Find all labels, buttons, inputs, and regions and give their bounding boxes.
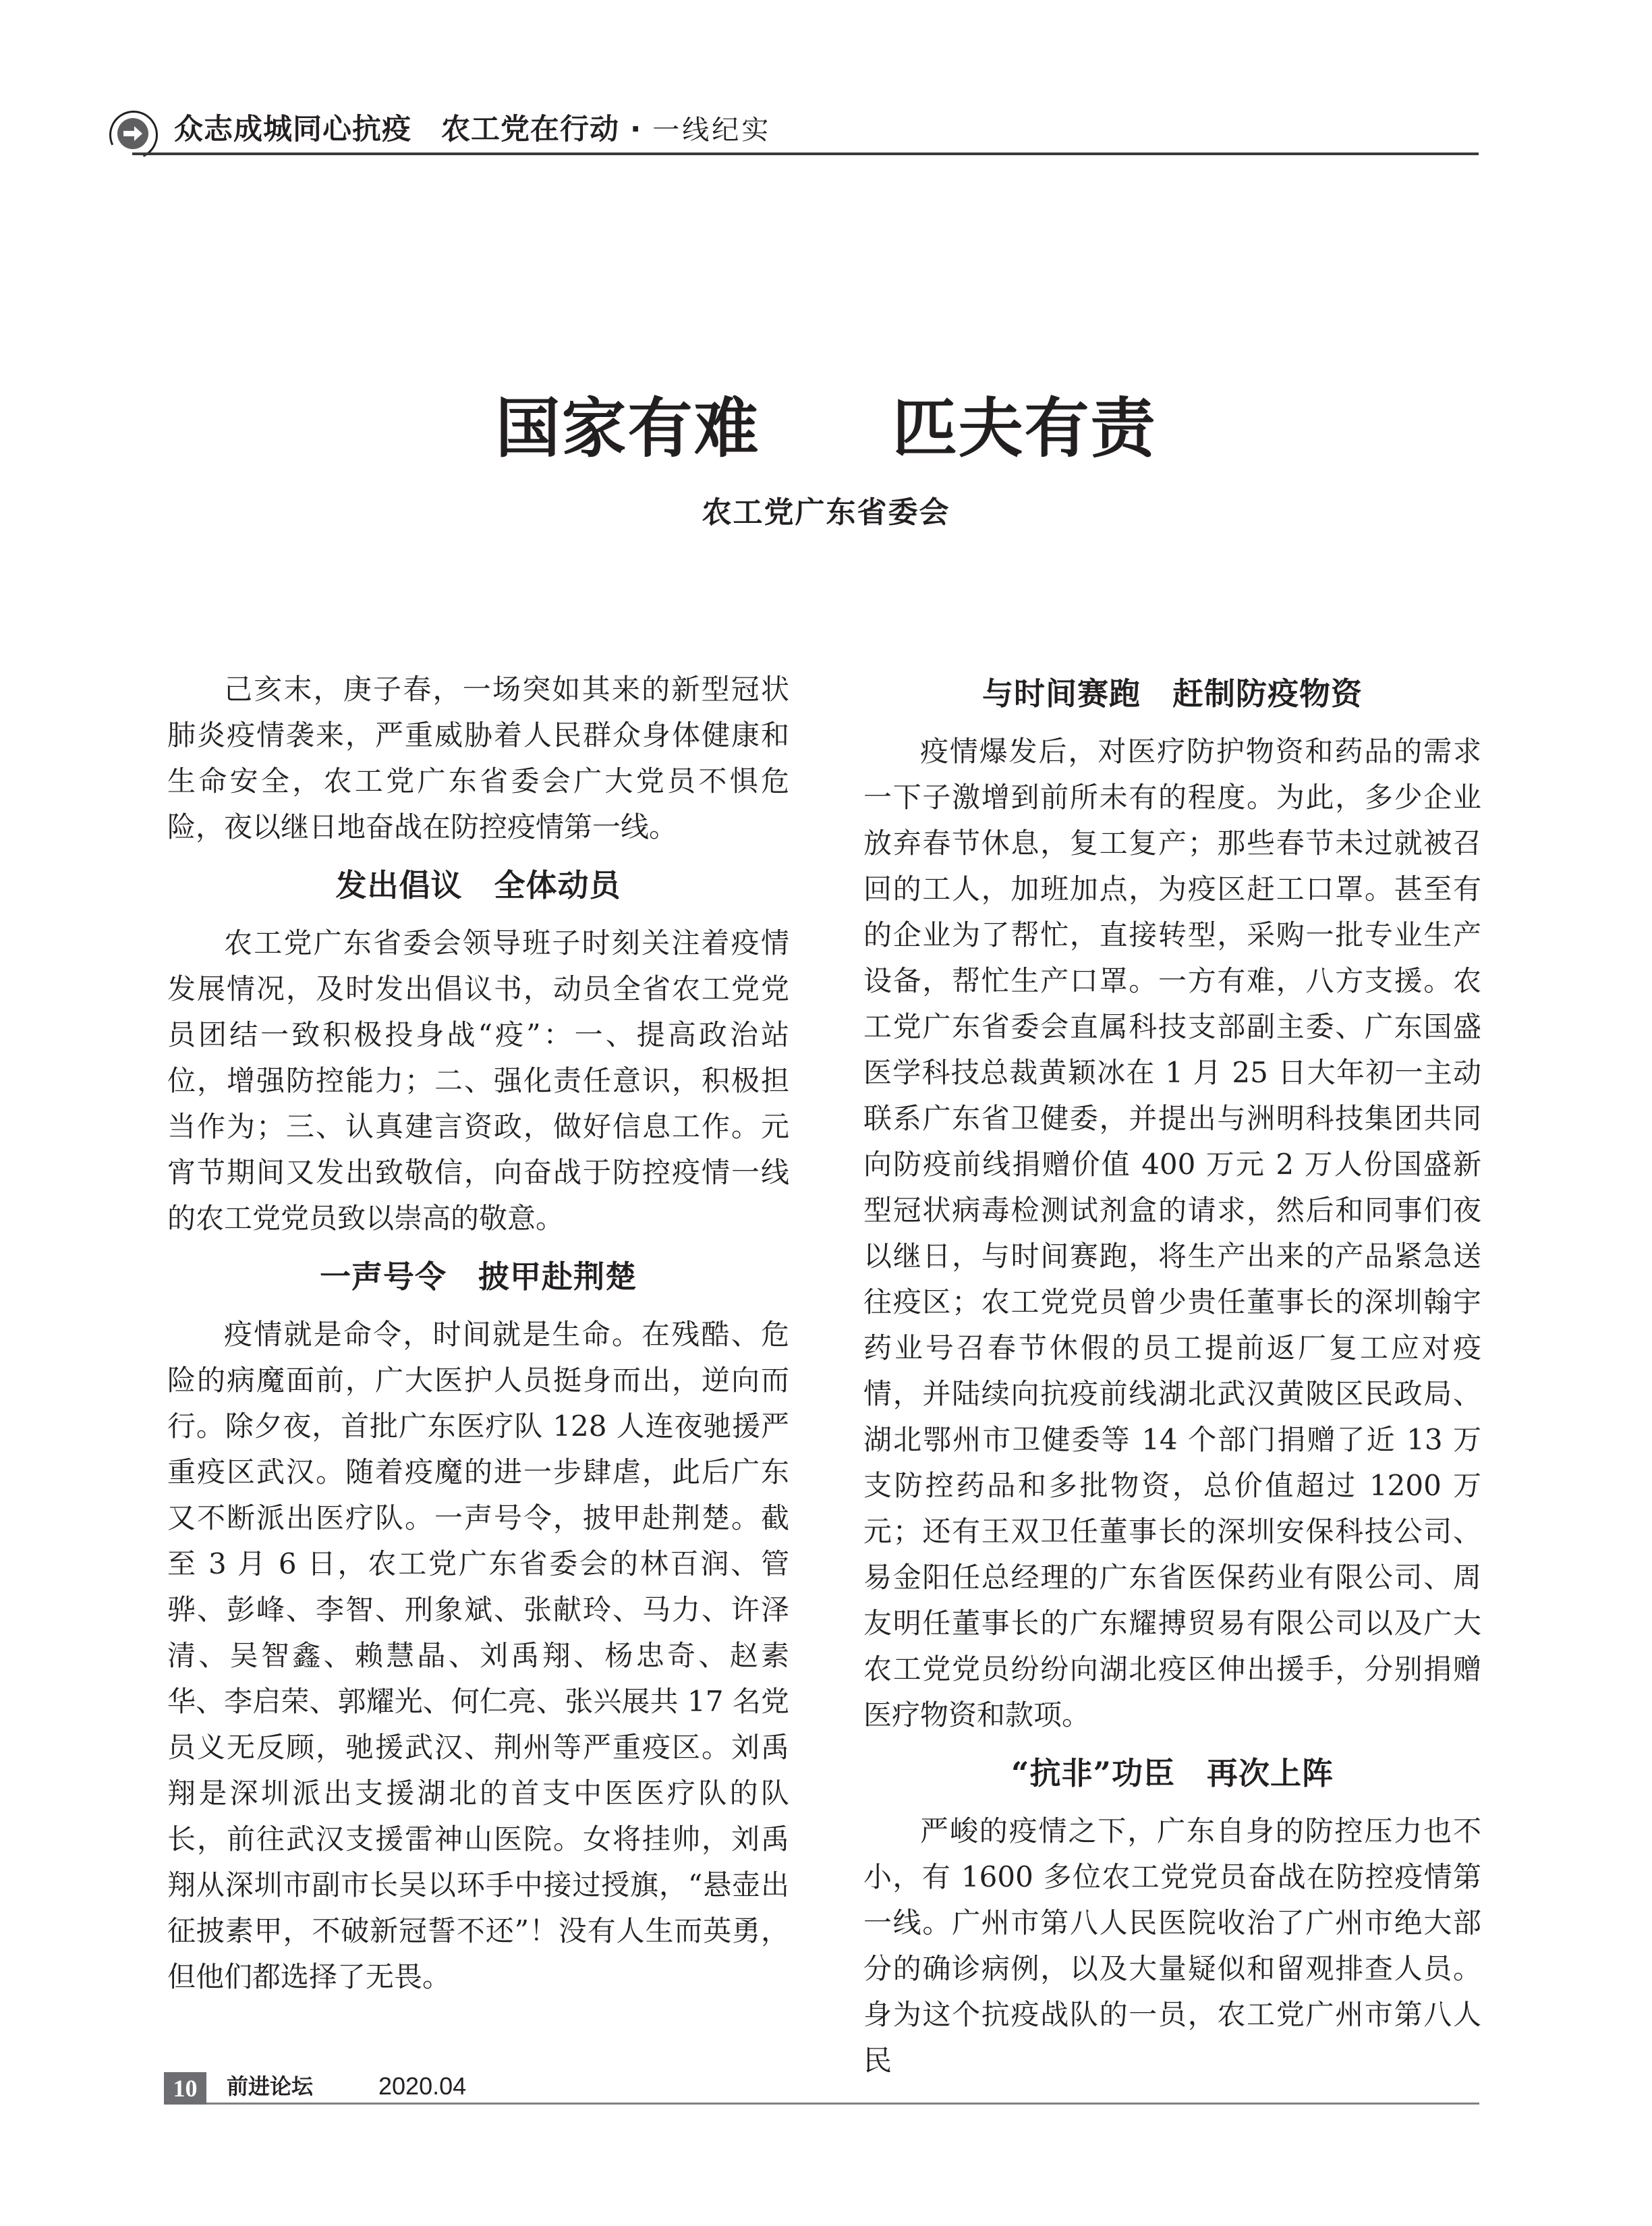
section-subtitle: 一线纪实 — [652, 115, 772, 146]
article-author: 农工党广东省委会 — [702, 495, 950, 530]
section-heading: 一声号令 披甲赴荆楚 — [320, 1258, 637, 1295]
page-number-badge: 10 — [164, 2072, 206, 2105]
left-column — [167, 667, 789, 2000]
section-title-main: 众志成城同心抗疫 农工党在行动 — [174, 113, 619, 146]
article-title: 国家有难 匹夫有责 — [495, 391, 1157, 466]
section-heading: 与时间赛跑 赶制防疫物资 — [982, 675, 1363, 712]
section-heading: 发出倡议 全体动员 — [335, 867, 621, 903]
section-title — [174, 109, 771, 150]
page-footer — [164, 2072, 1479, 2106]
header-rule — [132, 152, 1479, 155]
section-title-separator: · — [619, 113, 653, 146]
section-paragraph: 疫情就是命令，时间就是生命。在残酷、危险的病魔面前，广大医护人员挺身而出，逆向而行。除夕夜，首批广东医疗队 128 人连夜驰援严重疫区武汉。随着疫魔的进一步肆虐，此后广东又不断派出医疗队。一声号令，披甲赴荆楚。截至 3 月 6 日，农工党广东省委会的林百润、管骅、彭峰、李智、刑象斌、张献玲、马力、许泽清、吴智鑫、赖慧晶、刘禹翔、杨忠奇、赵素华、李启荣、郭耀光、何仁亮、张兴展共 17 名党员义无反顾，驰援武汉、荆州等严重疫区。刘禹翔是深圳派出支援湖北的首支中医医疗队的队长，前往武汉支援雷神山医院。女将挂帅，刘禹翔从深圳市副市长吴以环手中接过授旗，“悬壶出征披素甲，不破新冠誓不还”！没有人生而英勇，但他们都选择了无畏。 — [167, 1318, 789, 1993]
footer-rule — [206, 2103, 1479, 2105]
section-paragraph: 农工党广东省委会领导班子时刻关注着疫情发展情况，及时发出倡议书，动员全省农工党党员团结一致积极投身战“疫”：一、提高政治站位，增强防控能力；二、强化责任意识，积极担当作为；三、认真建言资政，做好信息工作。元宵节期间又发出致敬信，向奋战于防控疫情一线的农工党党员致以崇高的敬意。 — [167, 926, 789, 1235]
issue-date: 2020.04 — [378, 2072, 467, 2100]
arrow-right-glyph — [122, 124, 144, 143]
intro-paragraph: 己亥末，庚子春，一场突如其来的新型冠状肺炎疫情袭来，严重威胁着人民群众身体健康和生命安全，农工党广东省委会广大党员不惧危险，夜以继日地奋战在防控疫情第一线。 — [167, 673, 789, 843]
section-paragraph: 严峻的疫情之下，广东自身的防控压力也不小，有 1600 多位农工党党员奋战在防控疫情第一线。广州市第八人民医院收治了广州市绝大部分的确诊病例，以及大量疑似和留观排查人员。身为这个抗疫战队的一员，农工党广州市第八人民 — [863, 1814, 1481, 2077]
right-column — [863, 667, 1481, 2084]
arrow-right-circle-icon — [117, 118, 148, 149]
section-heading: “抗非”功臣 再次上阵 — [1011, 1755, 1334, 1791]
section-paragraph: 疫情爆发后，对医疗防护物资和药品的需求一下子激增到前所未有的程度。为此，多少企业放弃春节休息，复工复产；那些春节未过就被召回的工人，加班加点，为疫区赶工口罩。甚至有的企业为了帮忙，直接转型，采购一批专业生产设备，帮忙生产口罩。一方有难，八方支援。农工党广东省委会直属科技支部副主委、广东国盛医学科技总裁黄颖冰在 1 月 25 日大年初一主动联系广东省卫健委，并提出与洲明科技集团共同向防疫前线捐赠价值 400 万元 2 万人份国盛新型冠状病毒检测试剂盒的请求，然后和同事们夜以继日，与时间赛跑，将生产出来的产品紧急送往疫区；农工党党员曾少贵任董事长的深圳翰宇药业号召春节休假的员工提前返厂复工应对疫情，并陆续向抗疫前线湖北武汉黄陂区民政局、湖北鄂州市卫健委等 14 个部门捐赠了近 13 万支防控药品和多批物资，总价值超过 1200 万元；还有王双卫任董事长的深圳安保科技公司、易金阳任总经理的广东省医保药业有限公司、周友明任董事长的广东耀搏贸易有限公司以及广大农工党党员纷纷向湖北疫区伸出援手，分别捐赠医疗物资和款项。 — [863, 735, 1481, 1731]
journal-name: 前进论坛 — [227, 2074, 314, 2099]
running-header — [108, 107, 1479, 155]
